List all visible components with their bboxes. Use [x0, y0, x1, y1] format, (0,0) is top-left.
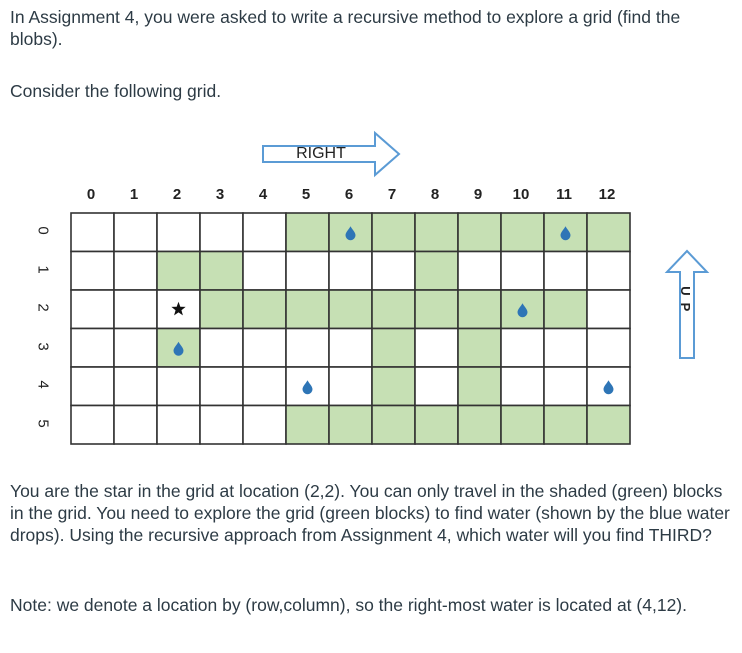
grid-cell-4-4 — [243, 367, 286, 406]
grid-cell-1-8 — [415, 252, 458, 291]
grid-cell-0-0 — [71, 213, 114, 252]
note-paragraph: Note: we denote a location by (row,column), so the right-most water is located at (4,12). — [10, 595, 687, 615]
column-label-12: 12 — [598, 186, 616, 203]
column-label-2: 2 — [172, 186, 182, 203]
row-label-0 — [30, 222, 56, 239]
grid-cell-1-1 — [114, 252, 157, 291]
grid-cell-5-7 — [372, 406, 415, 445]
row-label-text: 1 — [34, 264, 52, 274]
grid-cell-3-3 — [200, 329, 243, 368]
grid-cell-0-10 — [501, 213, 544, 252]
consider-paragraph: Consider the following grid. — [10, 81, 222, 101]
row-label-1 — [30, 261, 56, 278]
grid-cell-4-9 — [458, 367, 501, 406]
grid-cell-0-12 — [587, 213, 630, 252]
grid-cell-3-7 — [372, 329, 415, 368]
grid-cell-4-2 — [157, 367, 200, 406]
row-label-5 — [30, 415, 56, 432]
grid-cell-2-3 — [200, 290, 243, 329]
grid-cell-1-0 — [71, 252, 114, 291]
grid-cell-3-9 — [458, 329, 501, 368]
row-label-text: 4 — [34, 380, 52, 389]
grid-cell-0-4 — [243, 213, 286, 252]
grid-cell-5-4 — [243, 406, 286, 445]
grid-cell-2-9 — [458, 290, 501, 329]
grid-cell-3-8 — [415, 329, 458, 368]
grid-cell-4-11 — [544, 367, 587, 406]
grid-cell-2-12 — [587, 290, 630, 329]
grid-cell-0-2 — [157, 213, 200, 252]
grid-cell-4-0 — [71, 367, 114, 406]
grid-cell-2-11 — [544, 290, 587, 329]
grid-cell-1-7 — [372, 252, 415, 291]
row-label-text: 2 — [34, 303, 52, 312]
row-label-text: 3 — [34, 341, 52, 351]
grid-cell-2-6 — [329, 290, 372, 329]
question-paragraph: You are the star in the grid at location (2,2). You can only travel in the shaded (green) blocks in the grid. You need to explore the grid (green blocks) to find water (shown by the blue water drops). Using the recursive approach from Assignment 4, which water will you find THIRD? — [10, 481, 730, 545]
grid-cell-5-8 — [415, 406, 458, 445]
grid-cell-0-1 — [114, 213, 157, 252]
grid-cell-0-7 — [372, 213, 415, 252]
grid-cell-1-5 — [286, 252, 329, 291]
grid-cell-4-1 — [114, 367, 157, 406]
grid-cell-4-6 — [329, 367, 372, 406]
column-label-5: 5 — [301, 186, 311, 203]
right-arrow-label: RIGHT — [296, 145, 346, 162]
row-label-text: 5 — [34, 418, 52, 428]
grid-cell-3-12 — [587, 329, 630, 368]
row-label-3 — [30, 338, 56, 355]
column-label-1: 1 — [129, 186, 139, 203]
grid-cell-3-1 — [114, 329, 157, 368]
grid-cell-1-10 — [501, 252, 544, 291]
grid-cell-2-8 — [415, 290, 458, 329]
grid-cell-1-4 — [243, 252, 286, 291]
grid-cell-4-7 — [372, 367, 415, 406]
grid-cell-4-3 — [200, 367, 243, 406]
column-label-10: 10 — [512, 186, 530, 203]
grid-cell-4-8 — [415, 367, 458, 406]
grid-cell-5-2 — [157, 406, 200, 445]
column-label-0: 0 — [86, 186, 96, 203]
grid-cell-1-3 — [200, 252, 243, 291]
grid-cell-1-2 — [157, 252, 200, 291]
up-arrow-label — [676, 283, 694, 315]
intro-paragraph: In Assignment 4, you were asked to write a recursive method to explore a grid (find the blobs). — [10, 7, 681, 49]
grid-cell-1-12 — [587, 252, 630, 291]
grid-cell-1-6 — [329, 252, 372, 291]
grid-cell-5-10 — [501, 406, 544, 445]
grid-cell-5-11 — [544, 406, 587, 445]
grid — [70, 212, 635, 447]
up-letter-u: U — [678, 286, 693, 296]
grid-cell-2-7 — [372, 290, 415, 329]
column-label-4: 4 — [258, 186, 268, 203]
grid-cell-5-9 — [458, 406, 501, 445]
column-label-7: 7 — [387, 186, 397, 203]
grid-cell-2-4 — [243, 290, 286, 329]
column-label-3: 3 — [215, 186, 225, 203]
column-label-6: 6 — [344, 186, 354, 203]
grid-cell-1-9 — [458, 252, 501, 291]
grid-cell-2-1 — [114, 290, 157, 329]
grid-cell-5-1 — [114, 406, 157, 445]
grid-cell-5-6 — [329, 406, 372, 445]
grid-cell-3-6 — [329, 329, 372, 368]
grid-cell-2-5 — [286, 290, 329, 329]
grid-cell-1-11 — [544, 252, 587, 291]
row-label-2 — [30, 299, 56, 316]
row-label-text: 0 — [34, 226, 52, 235]
row-label-4 — [30, 376, 56, 393]
grid-cell-3-0 — [71, 329, 114, 368]
grid-cell-2-0 — [71, 290, 114, 329]
column-label-9: 9 — [473, 186, 483, 203]
grid-cell-5-5 — [286, 406, 329, 445]
column-label-11: 11 — [556, 186, 572, 203]
grid-cell-3-10 — [501, 329, 544, 368]
grid-cell-3-4 — [243, 329, 286, 368]
grid-cell-0-3 — [200, 213, 243, 252]
column-label-8: 8 — [430, 186, 440, 203]
grid-cell-5-12 — [587, 406, 630, 445]
up-letter-p: P — [678, 302, 693, 312]
grid-cell-0-5 — [286, 213, 329, 252]
grid-cell-3-11 — [544, 329, 587, 368]
grid-cell-5-3 — [200, 406, 243, 445]
grid-cell-3-5 — [286, 329, 329, 368]
grid-cell-4-10 — [501, 367, 544, 406]
grid-cell-0-9 — [458, 213, 501, 252]
grid-cell-5-0 — [71, 406, 114, 445]
grid-cell-0-8 — [415, 213, 458, 252]
